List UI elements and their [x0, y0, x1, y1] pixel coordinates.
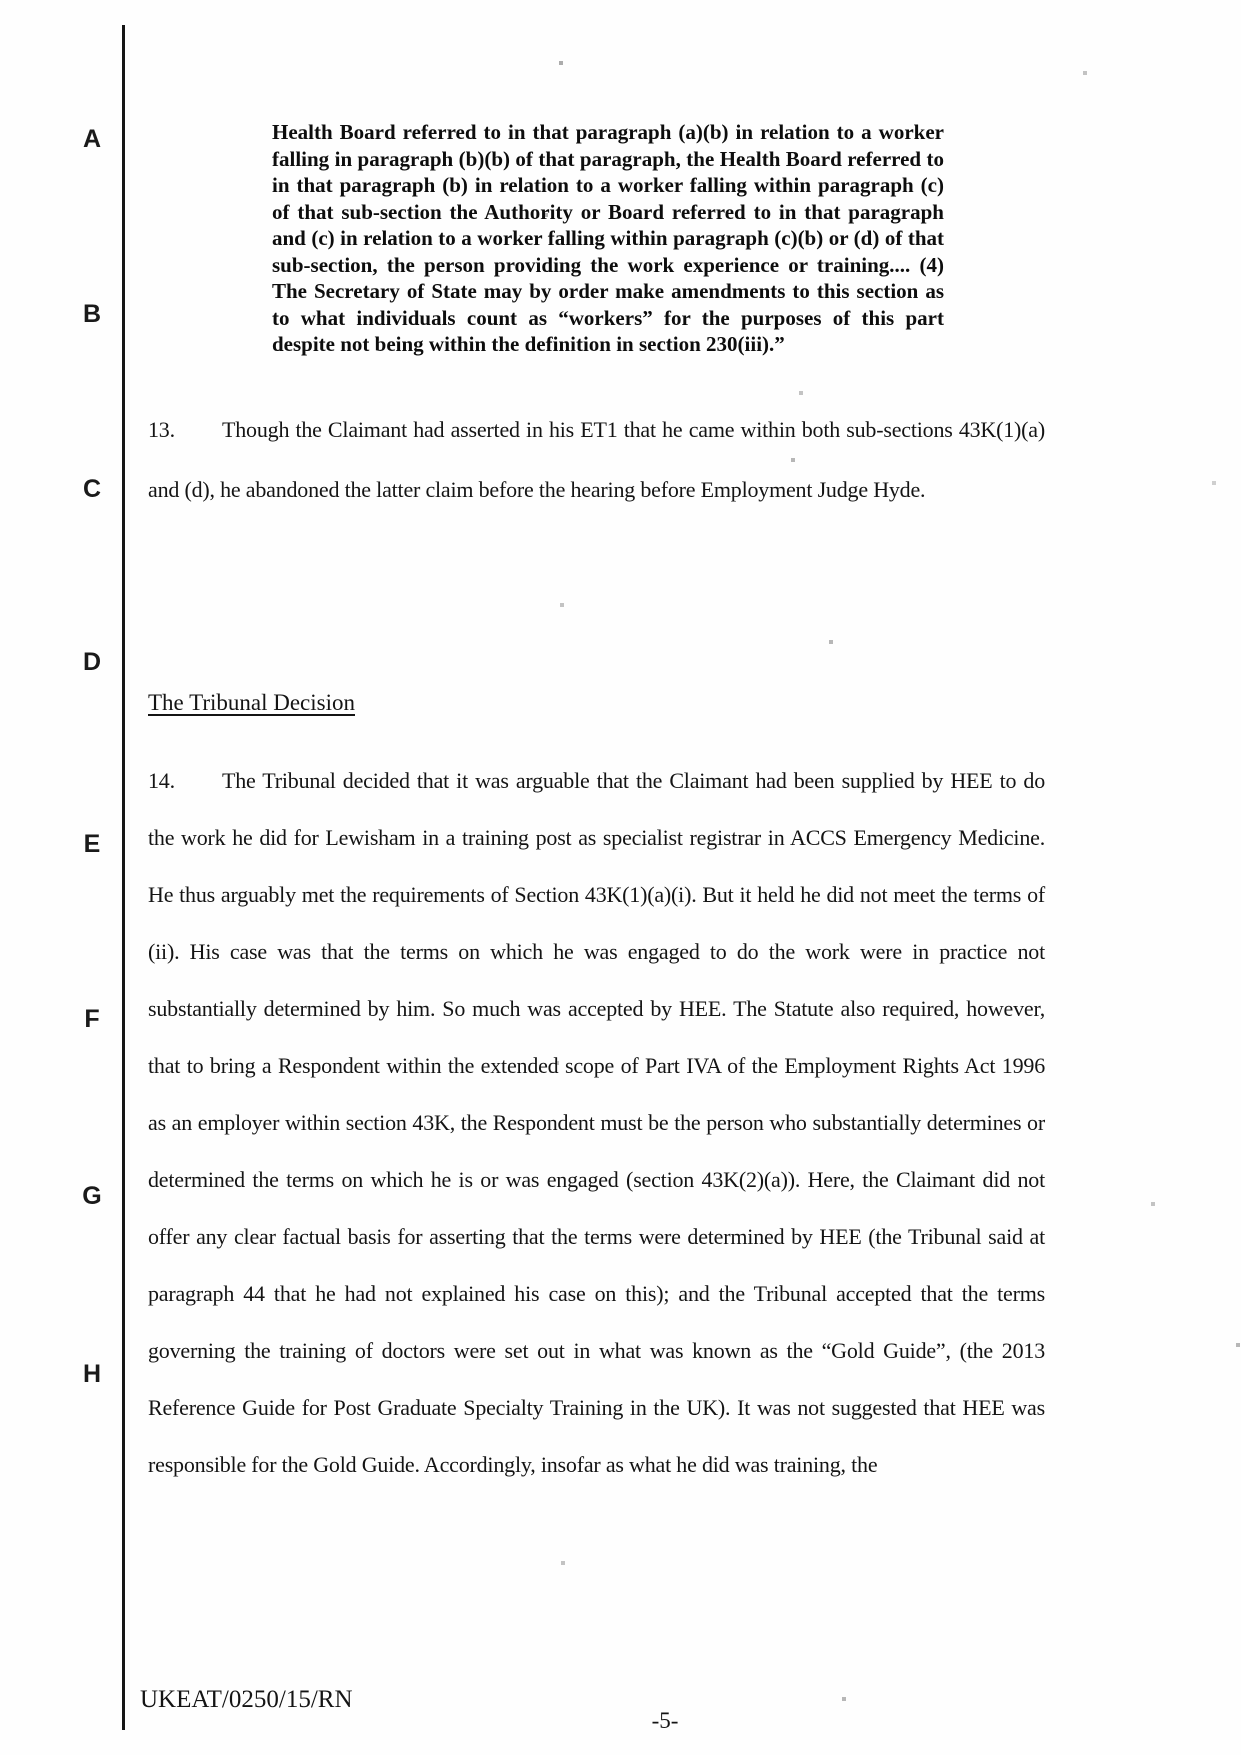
paragraph-13-number: 13. — [148, 417, 175, 442]
scan-noise-speckles — [0, 0, 2, 2]
paragraph-14-text: The Tribunal decided that it was arguable that the Claimant had been supplied by HEE to do the work he did for Lewisham in a training post as specialist registrar in ACCS Emergency Medicine. He thus arguably met the requirements of Section 43K(1)(a)(i). But it held he did not meet the terms of (ii). His case was that the terms on which he was engaged to do the work were in practice not substantially determined by him. So much was accepted by HEE. The Statute also required, however, that to bring a Respondent within the extended scope of Part IVA of the Employment Rights Act 1996 as an employer within section 43K, the Respondent must be the person who substantially determines or determined the terms on which he is or was engaged (section 43K(2)(a)). Here, the Claimant did not offer any clear factual basis for asserting that the terms were determined by HEE (the Tribunal said at paragraph 44 that he had not explained his case on this); and the Tribunal accepted that the terms governing the training of doctors were set out in what was known as the “Gold Guide”, (the 2013 Reference Guide for Post Graduate Specialty Training in the UK). It was not suggested that HEE was responsible for the Gold Guide. Accordingly, insofar as what he did was training, the — [148, 768, 1045, 1477]
margin-letter-h: H — [82, 1360, 102, 1388]
margin-letter-d: D — [82, 648, 102, 676]
footer-case-number: UKEAT/0250/15/RN — [140, 1686, 353, 1713]
paragraph-14 — [148, 752, 1045, 1493]
paragraph-14-number: 14. — [148, 768, 175, 793]
margin-letter-b: B — [82, 300, 102, 328]
paragraph-13 — [148, 400, 1045, 520]
margin-letter-g: G — [82, 1182, 102, 1210]
paragraph-13-text: Though the Claimant had asserted in his ET1 that he came within both sub-sections 43K(1)(a) and (d), he abandoned the latter claim before the hearing before Employment Judge Hyde. — [148, 417, 1045, 502]
margin-letter-e: E — [83, 830, 101, 858]
margin-vertical-rule — [122, 25, 125, 1730]
margin-letter-c: C — [82, 475, 102, 503]
margin-letter-a: A — [82, 125, 102, 153]
section-heading-tribunal-decision: The Tribunal Decision — [148, 690, 355, 715]
statute-quotation-block: Health Board referred to in that paragraph (a)(b) in relation to a worker falling in paragraph (b)(b) of that paragraph, the Health Board referred to in that paragraph (b) in relation to a worker falling within paragraph (c) of that sub-section the Authority or Board referred to in that paragraph and (c) in relation to a worker falling within paragraph (c)(b) or (d) of that sub-section, the person providing the work experience or training.... (4) The Secretary of State may by order make amendments to this section as to what individuals count as “workers” for the purposes of this part despite not being within the definition in section 230(iii).” — [272, 120, 944, 356]
footer-page-number: -5- — [651, 1708, 679, 1733]
margin-letter-f: F — [84, 1005, 100, 1033]
